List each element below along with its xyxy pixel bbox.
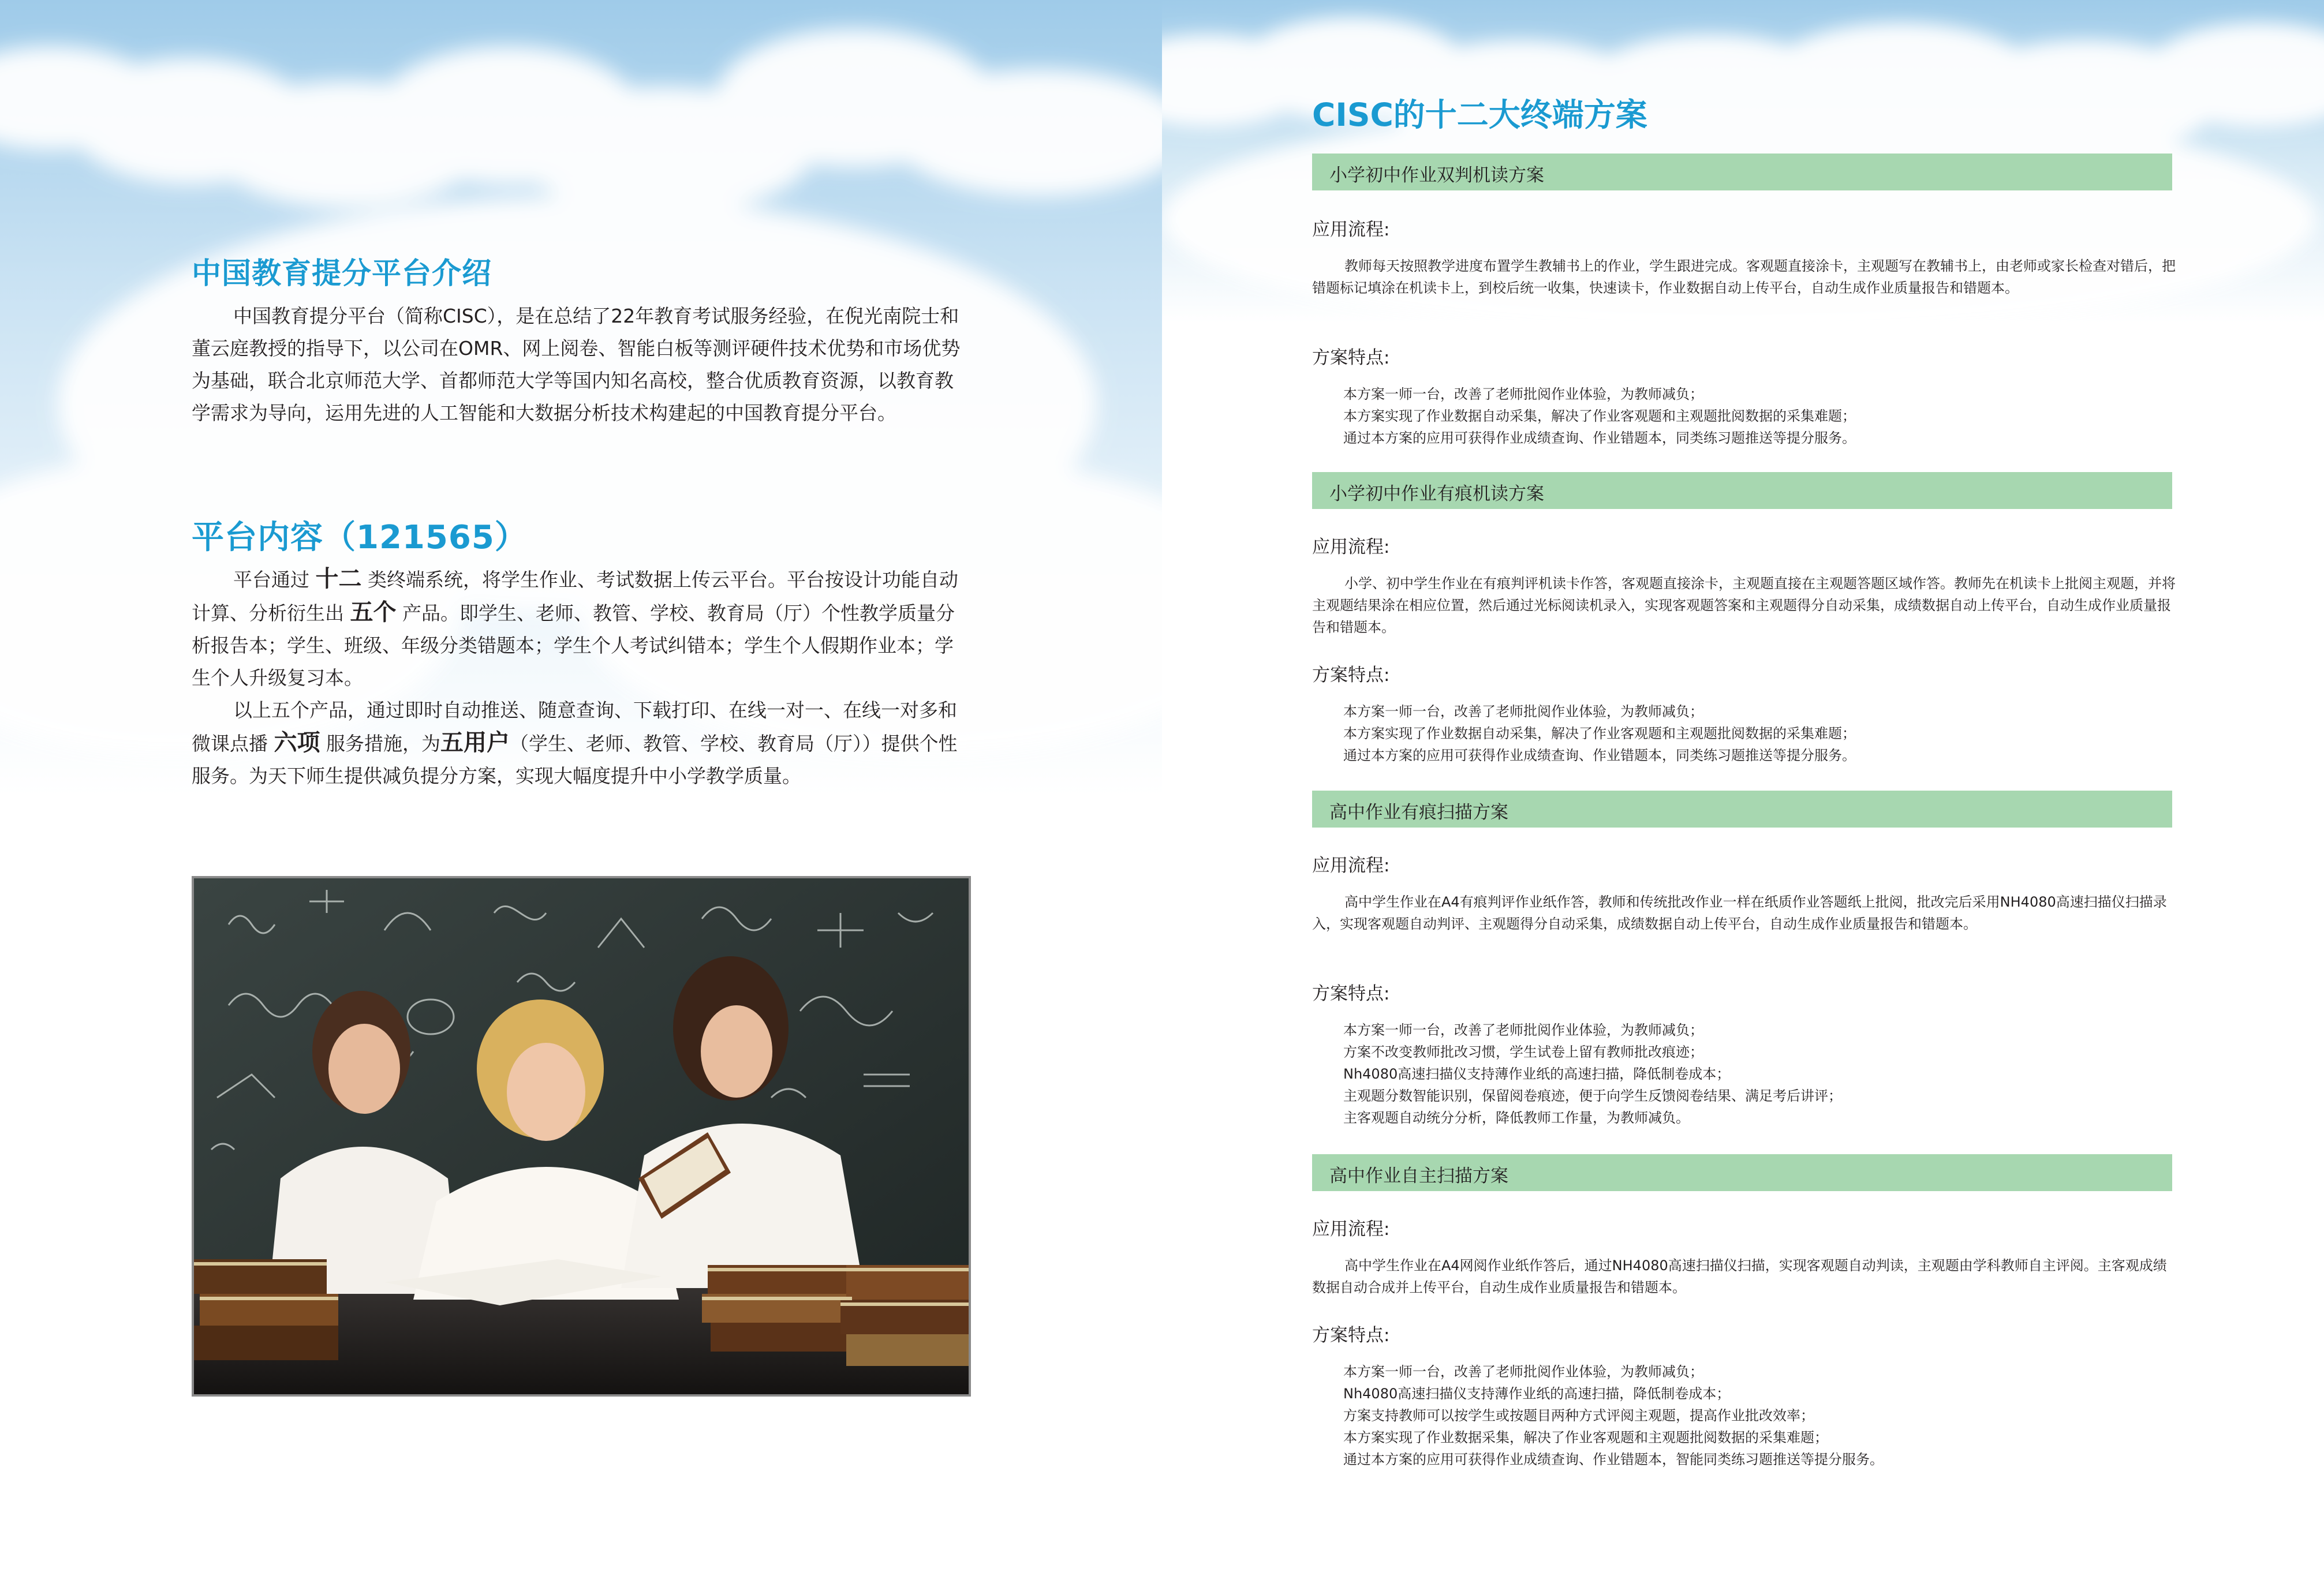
feature-item: Nh4080高速扫描仪支持薄作业纸的高速扫描，降低制卷成本； [1343, 1066, 1731, 1082]
flow-label: 应用流程: [1312, 1219, 1390, 1240]
flow-text: 高中学生作业在A4有痕判评作业纸作答，教师和传统批改作业一样在纸质作业答题纸上批阅，批改完后采用NH4080高速扫描仪扫描录入，实现客观题自动判评、主观题得分自动采集，成绩数据自动上传平台，自动生成作业质量报告和错题本。 [1312, 894, 2167, 932]
feature-item: Nh4080高速扫描仪支持薄作业纸的高速扫描，降低制卷成本； [1343, 1386, 1731, 1402]
section-bar [1312, 791, 2172, 828]
flow-text: 高中学生作业在A4网阅作业纸作答后，通过NH4080高速扫描仪扫描，实现客观题自动判读，主观题由学科教师自主评阅。主客观成绩数据自动合成并上传平台，自动生成作业质量报告和错题本。 [1312, 1257, 2167, 1296]
features-list [1343, 383, 1856, 449]
feature-item: 本方案实现了作业数据自动采集，解决了作业客观题和主观题批阅数据的采集难题； [1343, 725, 1856, 742]
feature-item: 通过本方案的应用可获得作业成绩查询、作业错题本，同类练习题推送等提分服务。 [1343, 747, 1856, 763]
feature-item: 主观题分数智能识别，保留阅卷痕迹，便于向学生反馈阅卷结果、满足考后讲评； [1343, 1088, 1842, 1104]
intro-title: 中国教育提分平台介绍 [192, 257, 492, 291]
right-page-title: CISC的十二大终端方案 [1312, 96, 1647, 133]
feature-item: 通过本方案的应用可获得作业成绩查询、作业错题本，智能同类练习题推送等提分服务。 [1343, 1451, 1884, 1468]
text-run: 产品。即学生、老师、教管、学校、教育局（厅）个性教学质量分析报告本；学生、班级、年级分类错题本；学生个人考试纠错本；学生个人假期作业本；学生个人升级复习本。 [192, 602, 955, 689]
emphasis-five: 五个 [350, 599, 397, 626]
intro-text: 中国教育提分平台（简称CISC），是在总结了22年教育考试服务经验，在倪光南院士和董云庭教授的指导下，以公司在OMR、网上阅卷、智能白板等测评硬件技术优势和市场优势为基础，联合北京师范大学、首都师范大学等国内知名高校，整合优质教育资源，以教育教学需求为导向，运用先进的人工智能和大数据分析技术构建起的中国教育提分平台。 [192, 305, 961, 424]
emphasis-six: 六项 [274, 729, 320, 756]
text-run: 平台通过 [233, 568, 309, 591]
feature-item: 本方案一师一台，改善了老师批阅作业体验，为教师减负； [1343, 386, 1703, 402]
platform-paragraph-1 [192, 563, 971, 694]
features-label: 方案特点: [1312, 347, 1390, 368]
features-list [1343, 1361, 1884, 1470]
students-studying-photo [192, 876, 971, 1397]
feature-item: 本方案一师一台，改善了老师批阅作业体验，为教师减负； [1343, 1364, 1703, 1380]
feature-item: 本方案一师一台，改善了老师批阅作业体验，为教师减负； [1343, 703, 1703, 720]
platform-title: 平台内容（121565） [192, 519, 528, 556]
section-bar [1312, 154, 2172, 190]
flow-text: 教师每天按照教学进度布置学生教辅书上的作业，学生跟进完成。客观题直接涂卡，主观题写在教辅书上，由老师或家长检查对错后，把错题标记填涂在机读卡上，到校后统一收集，快速读卡，作业数据自动上传平台，自动生成作业质量报告和错题本。 [1312, 258, 2176, 296]
feature-item: 本方案一师一台，改善了老师批阅作业体验，为教师减负； [1343, 1022, 1703, 1038]
text-run: （学生、老师、教管、学校、教育局（厅））提供个性服务。为天下师生提供减负提分方案，实现大幅度提升中小学教学质量。 [192, 732, 958, 787]
flow-label: 应用流程: [1312, 537, 1390, 557]
flow-label: 应用流程: [1312, 855, 1390, 876]
intro-paragraph [192, 300, 971, 429]
flow-label: 应用流程: [1312, 219, 1390, 240]
features-list [1343, 701, 1856, 766]
feature-item: 本方案实现了作业数据采集，解决了作业客观题和主观题批阅数据的采集难题； [1343, 1429, 1828, 1446]
text-run: 服务措施，为 [326, 732, 440, 755]
emphasis-twelve: 十二 [315, 566, 362, 592]
text-run: 类终端系统，将学生作业、考试数据上传云平台。平台按设计功能自动计算、分析衍生出 [192, 568, 958, 624]
section-title: 小学初中作业有痕机读方案 [1329, 484, 1544, 504]
classroom-illustration [194, 878, 969, 1394]
feature-item: 通过本方案的应用可获得作业成绩查询、作业错题本，同类练习题推送等提分服务。 [1343, 430, 1856, 446]
features-label: 方案特点: [1312, 665, 1390, 686]
emphasis-five-users: 五用户 [440, 729, 510, 756]
flow-text: 小学、初中学生作业在有痕判评机读卡作答，客观题直接涂卡，主观题直接在主观题答题区域作答。教师先在机读卡上批阅主观题，并将主观题结果涂在相应位置，然后通过光标阅读机录入，实现客观题答案和主观题得分自动采集，成绩数据自动上传平台，自动生成作业质量报告和错题本。 [1312, 575, 2176, 635]
section-bar [1312, 1154, 2172, 1191]
platform-paragraph-2 [192, 694, 971, 792]
feature-item: 方案支持教师可以按学生或按题目两种方式评阅主观题，提高作业批改效率； [1343, 1408, 1814, 1424]
feature-item: 本方案实现了作业数据自动采集，解决了作业客观题和主观题批阅数据的采集难题； [1343, 408, 1856, 424]
section-title: 小学初中作业双判机读方案 [1329, 165, 1544, 186]
text-run: 以上五个产品，通过即时自动推送、随意查询、下载打印、在线一对一、在线一对多和微课点播 [192, 699, 957, 755]
feature-item: 方案不改变教师批改习惯，学生试卷上留有教师批改痕迹； [1343, 1044, 1703, 1060]
features-label: 方案特点: [1312, 1325, 1390, 1346]
section-bar [1312, 472, 2172, 509]
features-list [1343, 1019, 1842, 1129]
section-title: 高中作业有痕扫描方案 [1329, 802, 1508, 823]
platform-content [192, 563, 971, 792]
section-title: 高中作业自主扫描方案 [1329, 1166, 1508, 1186]
features-label: 方案特点: [1312, 983, 1390, 1004]
feature-item: 主客观题自动统分分析，降低教师工作量，为教师减负。 [1343, 1110, 1690, 1126]
